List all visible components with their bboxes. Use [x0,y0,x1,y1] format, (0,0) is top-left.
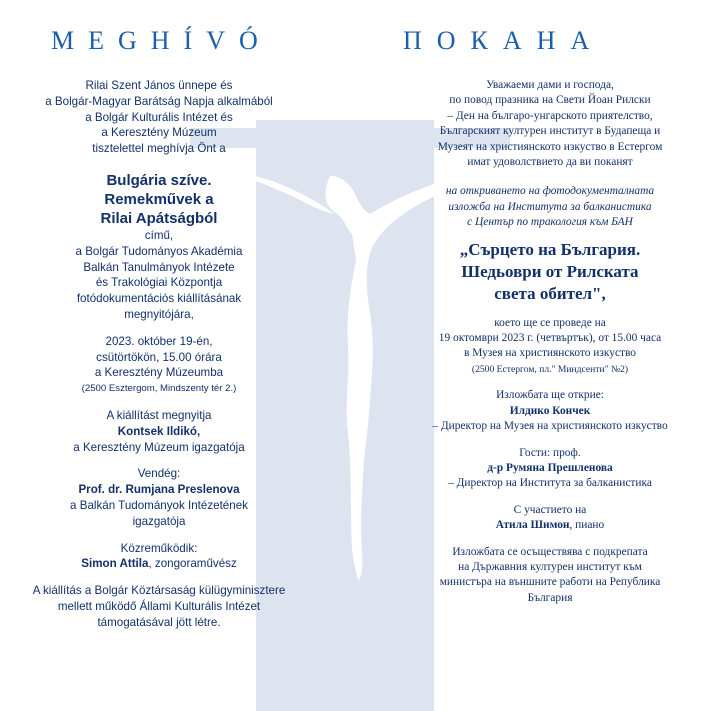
bg-contrib-line [402,518,698,533]
hu-guest-label: Vendég: [137,467,181,481]
bg-intro-line: – Ден на българо-унгарското приятелство, [447,109,653,122]
hu-intro-line: a Bolgár-Magyar Barátság Napja alkalmából [45,94,273,108]
hu-contrib-role: , zongoraművész [148,557,237,571]
hu-address: (2500 Esztergom, Mindszenty tér 2.) [81,383,237,395]
hu-title-caption: fotódokumentációs kiállításának [76,292,242,306]
bg-intro-line: Музеят на християнското изкуство в Естергом [437,140,663,153]
bg-contrib-name: Атила Шимон [495,519,570,532]
hu-exhibition-title: Bulgária szíve. [106,171,212,189]
bg-intro-line: имат удоволствието да ви поканят [467,156,633,169]
bg-footer-line: министъра на външните работи на Република [439,576,661,589]
bg-italic-line: изложба на Института за балканистика [448,200,652,213]
heading-hungarian: MEGHÍVÓ [51,26,272,55]
bg-date-line: в Музея на християнското изкуство [464,347,636,360]
bg-exhibition-title: света обител", [494,283,606,303]
hu-date-line: csütörtökön, 15.00 órára [96,350,222,364]
bg-italic-line: с Център по тракология към БАН [467,216,633,229]
bg-opener-role: – Директор на Музея на християнското изкуство [432,420,668,433]
hu-intro-line: Rilai Szent János ünnepe és [85,79,233,92]
hu-contrib-name: Simon Attila [81,557,149,571]
bg-opener-name: Илдико Кончек [509,404,591,417]
bg-address: (2500 Естергом, пл." Миндсенти" №2) [471,363,629,375]
hu-title-caption: megnyitójára, [124,307,194,321]
bg-date-line: което ще се проведе на [494,316,606,329]
hu-intro-line: a Keresztény Múzeum [101,126,217,140]
bg-italic-line: на откриването на фотодокументалната [445,185,655,198]
bg-footer-line: Изложбата се осъществява с подкрепата [452,545,648,558]
bg-guest-label: Гости: проф. [519,446,581,459]
hu-date-line: 2023. október 19-én, [105,334,213,348]
hu-guest-role: igazgatója [132,514,186,528]
hu-opener-label: A kiállítást megnyitja [106,408,212,422]
bg-opener-label: Изложбата ще открие: [496,389,604,402]
hu-footer-line: támogatásával jött létre. [97,615,221,629]
hu-title-caption: című, [144,228,174,242]
hu-opener-role: a Keresztény Múzeum igazgatója [73,440,245,454]
hu-date-line: a Keresztény Múzeumba [94,366,224,380]
bg-footer-line: на Държавния културен институт към [458,560,642,573]
hu-title-caption: és Trakológiai Központja [95,276,223,290]
hu-footer-line: mellett működő Állami Kulturális Intézet [57,599,261,613]
hu-guest-name: Prof. dr. Rumjana Preslenova [78,483,240,497]
hu-title-caption: a Bolgár Tudományos Akadémia [75,244,243,258]
hu-opener-name: Kontsek Ildikó, [117,424,201,438]
bg-contrib-label: С участието на [513,503,587,516]
bg-exhibition-title: „Сърцето на България. [459,239,641,259]
hu-intro-line: a Bolgár Kulturális Intézet és [85,110,233,124]
hu-title-caption: Balkán Tanulmányok Intézete [83,260,235,274]
hu-exhibition-title: Remekművek a [104,190,214,208]
bg-footer-line: България [527,591,573,604]
bg-contrib-role: , пиано [569,519,605,532]
heading-bulgarian: ПОКАНА [403,26,605,55]
bg-intro-line: Българският културен институт в Будапеща и [439,125,661,138]
bg-intro-line: Уважаеми дами и господа, [486,79,614,91]
bulgarian-column [402,78,698,606]
hu-footer-line: A kiállítás a Bolgár Köztársaság külügyminisztere [32,584,286,598]
hu-contrib-label: Közreműködik: [120,541,198,555]
bg-exhibition-title: Шедьоври от Рилската [461,261,639,281]
hu-exhibition-title: Rilai Apátságból [100,209,218,227]
bg-guest-role: – Директор на Института за балканистика [448,477,652,490]
hu-contrib-line [16,556,302,572]
bg-guest-name: д-р Румяна Прешленова [487,461,613,474]
hungarian-column [16,78,302,631]
bg-intro-line: по повод празника на Свети Йоан Рилски [449,94,651,107]
bg-date-line: 19 октомври 2023 г. (четвъртък), от 15.00 часа [438,332,662,345]
hu-intro-line: tisztelettel meghívja Önt a [92,142,226,156]
hu-guest-role: a Balkán Tudományok Intézetének [70,498,248,512]
